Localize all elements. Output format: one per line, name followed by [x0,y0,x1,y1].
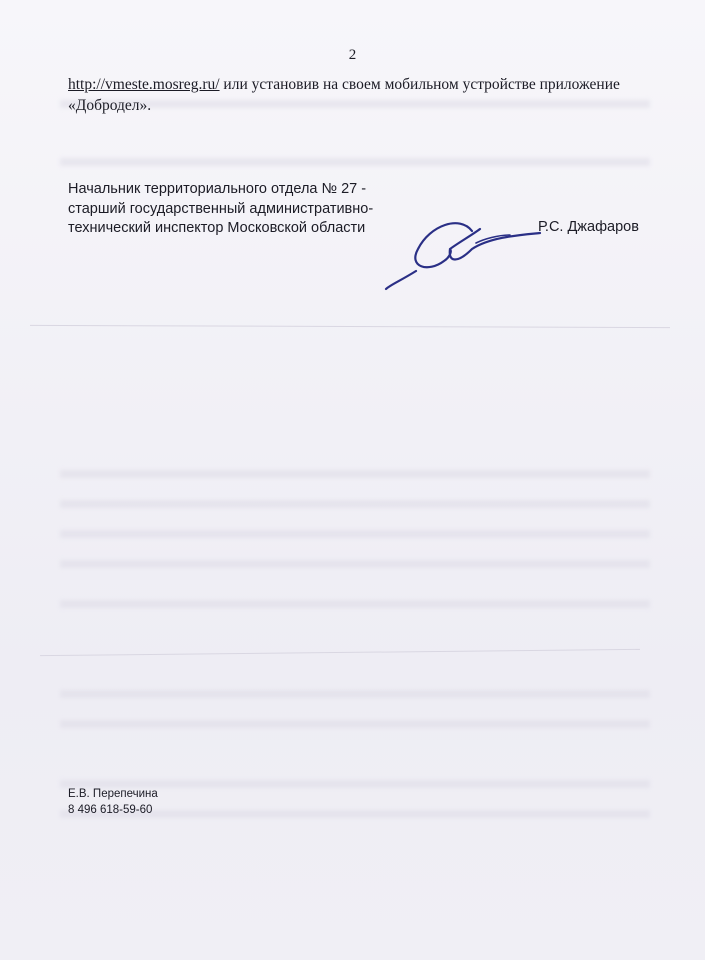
body-paragraph [68,74,648,116]
bleed-through [60,690,650,698]
bleed-through [60,470,650,478]
fold-line [30,325,670,328]
signature-title-block [68,180,398,239]
fold-line [40,649,640,656]
signer-name: Р.С. Джафаров [538,219,639,235]
contact-phone: 8 496 618-59-60 [68,804,153,816]
signer-title-line-1: Начальник территориального отдела № 27 - [68,181,367,197]
contact-block [68,786,158,818]
paragraph-text: или установив на своем мобильном устройстве приложение «Добродел». [68,76,620,114]
handwritten-signature [380,205,550,295]
bleed-through [60,500,650,508]
bleed-through [60,600,650,608]
bleed-through [60,720,650,728]
page-number: 2 [348,47,357,63]
bleed-through [60,560,650,568]
signer-title-line-2: старший государственный административно- [68,200,374,217]
website-link[interactable]: http://vmeste.mosreg.ru/ [68,76,220,93]
bleed-through [60,158,650,166]
contact-name: Е.В. Перепечина [68,788,158,800]
signer-title-line-3: технический инспектор Московской области [68,220,366,236]
bleed-through [60,530,650,538]
